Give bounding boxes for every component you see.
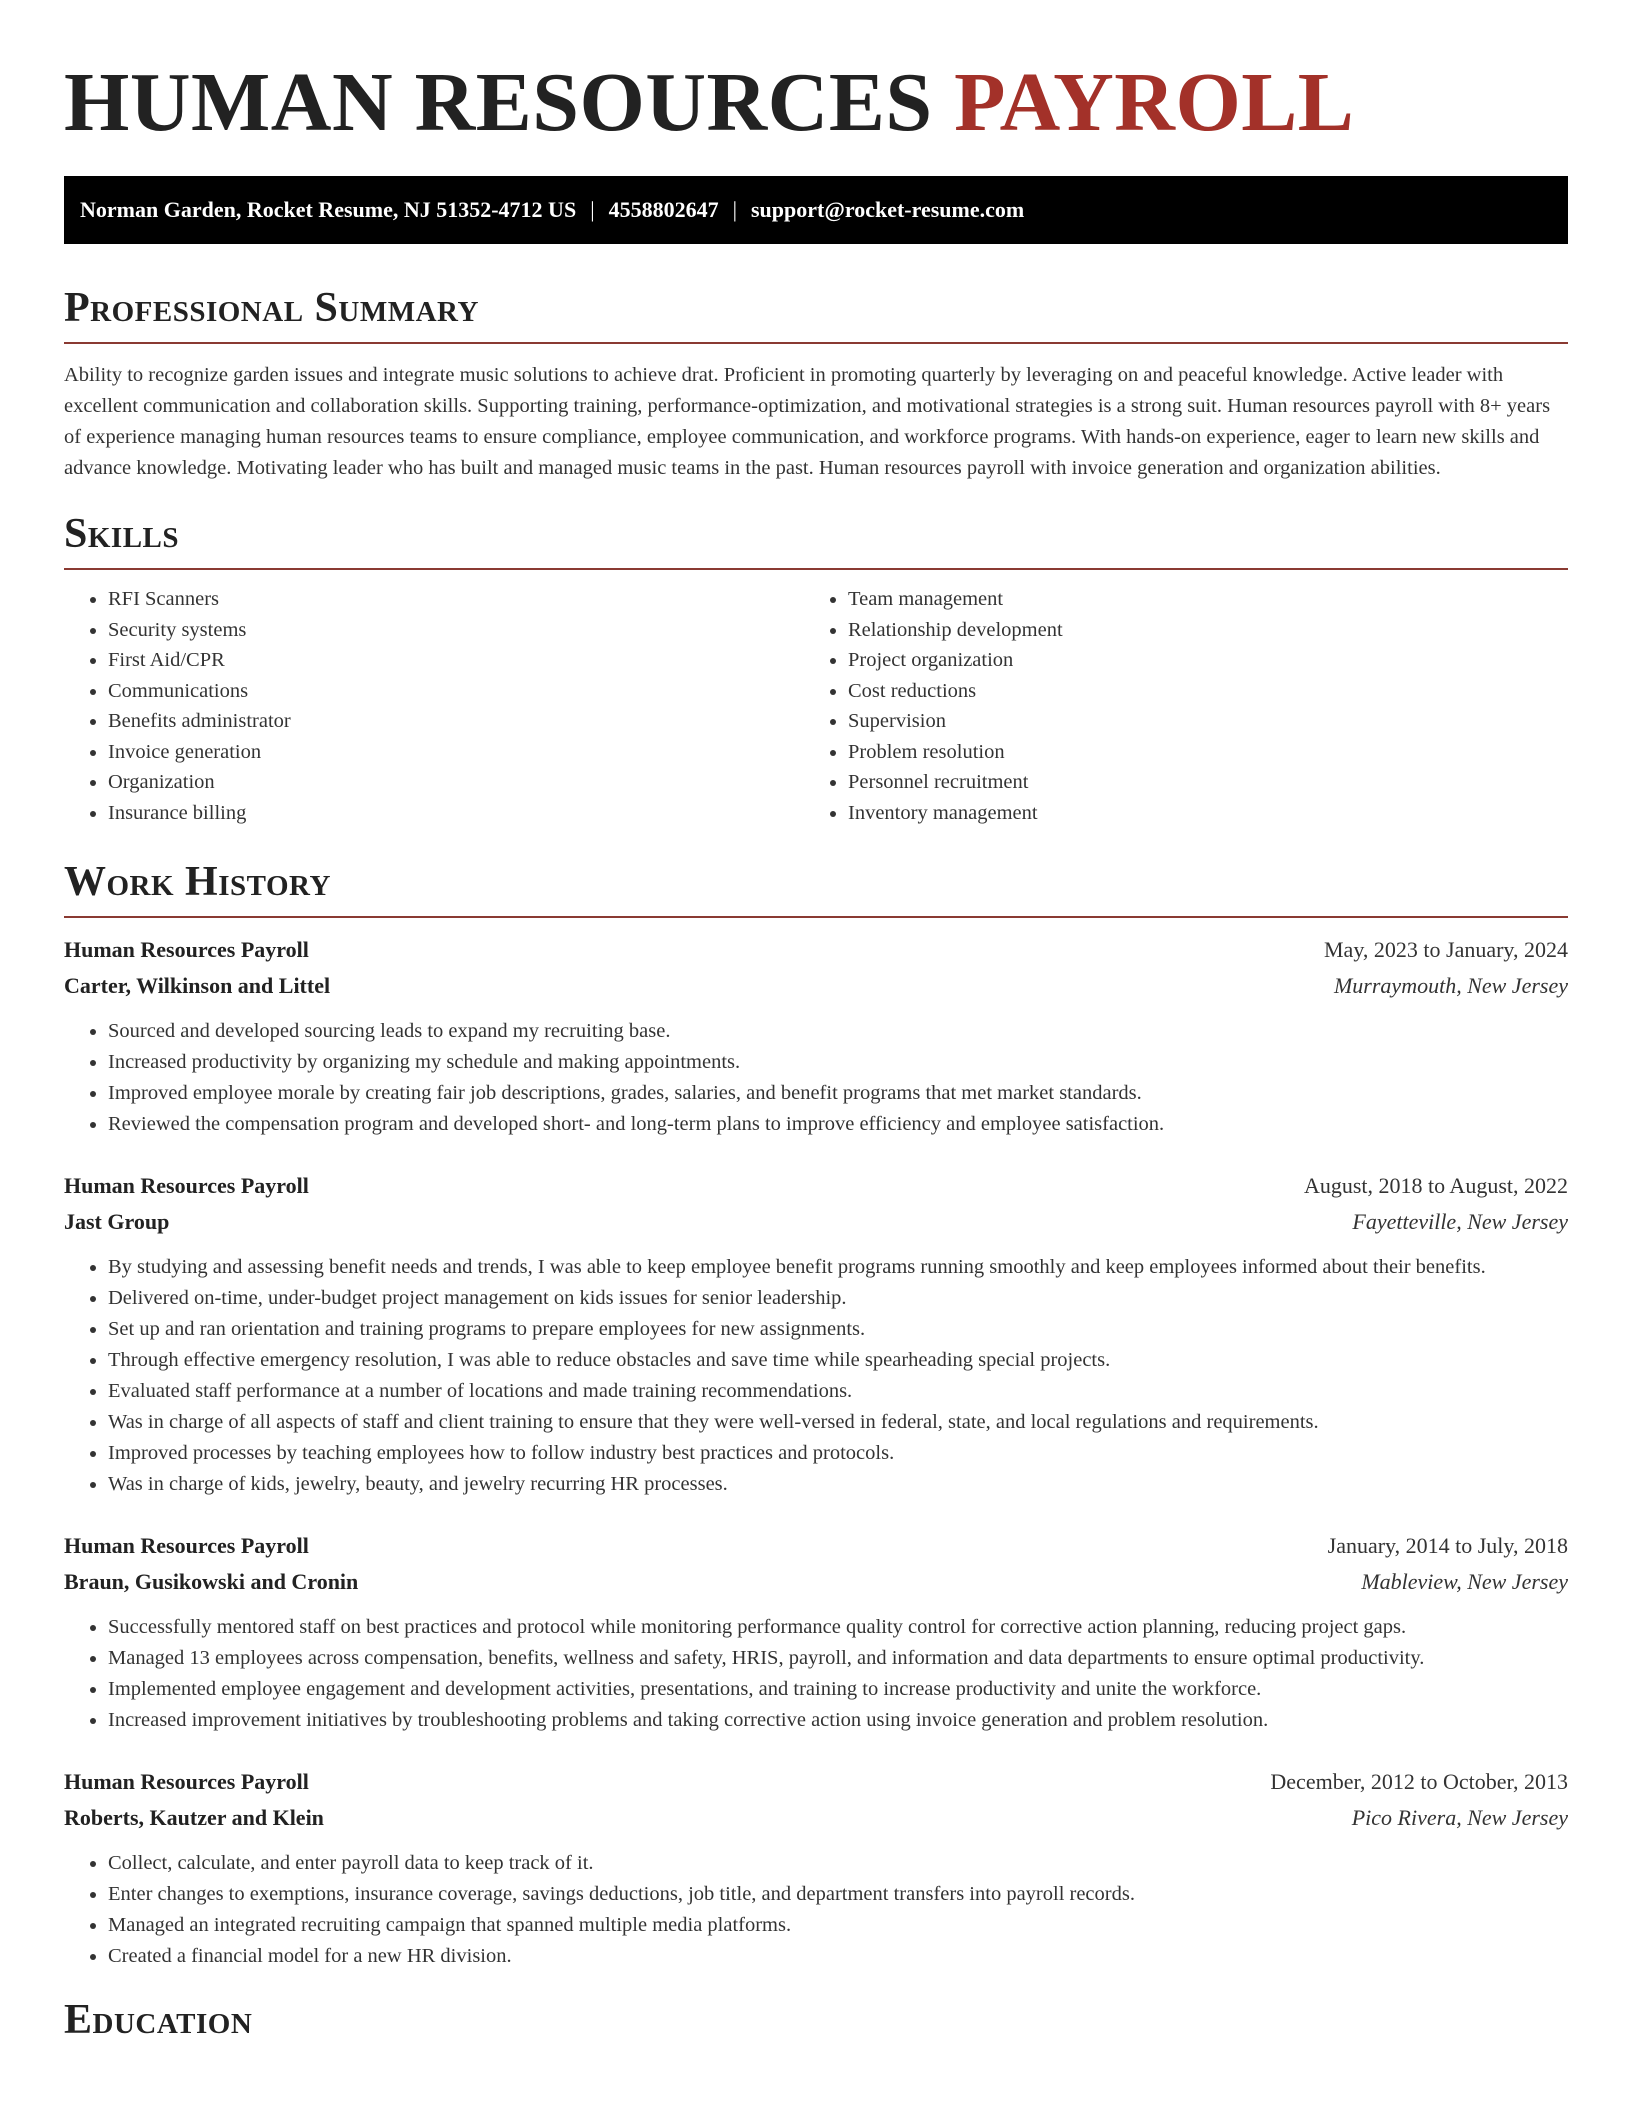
job-title: Human Resources Payroll xyxy=(64,1769,309,1794)
job-header-row xyxy=(64,932,1568,968)
job-company-row xyxy=(64,1800,1568,1836)
job-bullet: • Evaluated staff performance at a number of locations and made training recommendations. xyxy=(108,1376,1568,1407)
skill-item: • Cost reductions xyxy=(848,676,1544,707)
job-company: Roberts, Kautzer and Klein xyxy=(64,1805,324,1830)
job-bullet: • Implemented employee engagement and development activities, presentations, and training to increase productivity and unite the workforce. xyxy=(108,1674,1568,1705)
job-bullet: • Delivered on-time, under-budget project management on kids issues for senior leadership. xyxy=(108,1283,1568,1314)
skill-item: • Inventory management xyxy=(848,798,1544,829)
contact-email[interactable]: support@rocket-resume.com xyxy=(751,197,1025,222)
job-bullet: • Improved processes by teaching employees how to follow industry best practices and protocols. xyxy=(108,1438,1568,1469)
resume-page xyxy=(64,0,1568,2046)
job-company: Jast Group xyxy=(64,1209,170,1234)
name-last: PAYROLL xyxy=(954,56,1355,149)
skill-item: • Project organization xyxy=(848,645,1544,676)
job-company-row xyxy=(64,968,1568,1004)
summary-text: Ability to recognize garden issues and integrate music solutions to achieve drat. Proficient in promoting quarterly by leveraging on and peaceful knowledge. Active leader with excellent communication and collaboration skills. Supporting training, performance-optimization, and motivational strategies is a strong suit. Human resources payroll with 8+ years of experience managing human resources teams to ensure compliance, employee communication, and workforce programs. With hands-on experience, eager to learn new skills and advance knowledge. Motivating leader who has built and managed music teams in the past. Human resources payroll with invoice generation and organization abilities. xyxy=(64,364,1551,479)
job-title: Human Resources Payroll xyxy=(64,1173,309,1198)
job-bullet: • Increased improvement initiatives by troubleshooting problems and taking corrective action using invoice generation and problem resolution. xyxy=(108,1705,1568,1736)
skill-item: • Supervision xyxy=(848,706,1544,737)
job-header-row xyxy=(64,1528,1568,1564)
job-bullets xyxy=(64,1848,1568,1972)
skill-item: • First Aid/CPR xyxy=(108,645,804,676)
job-entry xyxy=(64,1528,1568,1736)
job-entry xyxy=(64,932,1568,1140)
section-title-skills: Skills xyxy=(64,511,180,557)
section-divider xyxy=(64,916,1568,918)
job-bullet: • Was in charge of all aspects of staff and client training to ensure that they were well-versed in federal, state, and local regulations and requirements. xyxy=(108,1407,1568,1438)
job-bullet: • Was in charge of kids, jewelry, beauty, and jewelry recurring HR processes. xyxy=(108,1469,1568,1500)
job-bullet: • By studying and assessing benefit needs and trends, I was able to keep employee benefit programs running smoothly and keep employees informed about their benefits. xyxy=(108,1252,1568,1283)
contact-address: Norman Garden, Rocket Resume, NJ 51352-4712 US xyxy=(80,197,577,222)
job-header-row xyxy=(64,1764,1568,1800)
job-bullet: • Managed 13 employees across compensation, benefits, wellness and safety, HRIS, payroll, and information and data departments to ensure optimal productivity. xyxy=(108,1643,1568,1674)
contact-bar xyxy=(64,176,1568,244)
job-location: Pico Rivera, New Jersey xyxy=(1351,1805,1568,1830)
job-bullets xyxy=(64,1252,1568,1500)
job-location: Mableview, New Jersey xyxy=(1361,1569,1568,1594)
job-bullet: • Enter changes to exemptions, insurance coverage, savings deductions, job title, and department transfers into payroll records. xyxy=(108,1879,1568,1910)
job-bullet: • Set up and ran orientation and training programs to prepare employees for new assignments. xyxy=(108,1314,1568,1345)
job-bullets xyxy=(64,1016,1568,1140)
skill-item: • Invoice generation xyxy=(108,737,804,768)
work-history-section xyxy=(64,856,1568,1972)
job-dates: December, 2012 to October, 2013 xyxy=(1270,1769,1568,1794)
job-bullet: • Managed an integrated recruiting campaign that spanned multiple media platforms. xyxy=(108,1910,1568,1941)
job-company-row xyxy=(64,1204,1568,1240)
job-bullet: • Reviewed the compensation program and developed short- and long-term plans to improve efficiency and employee satisfaction. xyxy=(108,1109,1568,1140)
skill-item: • Security systems xyxy=(108,615,804,646)
job-bullet: • Increased productivity by organizing my schedule and making appointments. xyxy=(108,1047,1568,1078)
job-dates: January, 2014 to July, 2018 xyxy=(1327,1533,1568,1558)
job-entry xyxy=(64,1168,1568,1500)
resume-name xyxy=(64,0,1568,176)
job-title: Human Resources Payroll xyxy=(64,1533,309,1558)
education-section xyxy=(64,1994,1568,2046)
skills-list-right xyxy=(804,584,1544,828)
contact-separator: | xyxy=(732,197,737,222)
job-bullet: • Through effective emergency resolution, I was able to reduce obstacles and save time while spearheading special projects. xyxy=(108,1345,1568,1376)
skills-columns xyxy=(64,584,1568,828)
job-location: Fayetteville, New Jersey xyxy=(1352,1209,1568,1234)
section-title-summary: Professional Summary xyxy=(64,285,479,331)
job-dates: May, 2023 to January, 2024 xyxy=(1324,937,1568,962)
job-location: Murraymouth, New Jersey xyxy=(1333,973,1568,998)
job-company: Braun, Gusikowski and Cronin xyxy=(64,1569,359,1594)
job-bullet: • Improved employee morale by creating fair job descriptions, grades, salaries, and benefit programs that met market standards. xyxy=(108,1078,1568,1109)
contact-phone: 4558802647 xyxy=(608,197,719,222)
skill-item: • Problem resolution xyxy=(848,737,1544,768)
job-company: Carter, Wilkinson and Littel xyxy=(64,973,331,998)
skill-item: • Benefits administrator xyxy=(108,706,804,737)
section-title-education: Education xyxy=(64,1997,253,2043)
job-entry xyxy=(64,1764,1568,1972)
name-first: HUMAN RESOURCES xyxy=(64,56,933,149)
job-bullets xyxy=(64,1612,1568,1736)
job-title: Human Resources Payroll xyxy=(64,937,309,962)
job-bullet: • Created a financial model for a new HR division. xyxy=(108,1941,1568,1972)
skill-item: • Personnel recruitment xyxy=(848,767,1544,798)
skill-item: • Communications xyxy=(108,676,804,707)
skills-list-left xyxy=(64,584,804,828)
skill-item: • Relationship development xyxy=(848,615,1544,646)
summary-section xyxy=(64,282,1568,484)
job-bullet: • Successfully mentored staff on best practices and protocol while monitoring performance quality control for corrective action planning, reducing project gaps. xyxy=(108,1612,1568,1643)
job-dates: August, 2018 to August, 2022 xyxy=(1303,1173,1568,1198)
job-bullet: • Sourced and developed sourcing leads to expand my recruiting base. xyxy=(108,1016,1568,1047)
job-header-row xyxy=(64,1168,1568,1204)
section-divider xyxy=(64,342,1568,344)
skill-item: • Insurance billing xyxy=(108,798,804,829)
skill-item: • Team management xyxy=(848,584,1544,615)
contact-separator: | xyxy=(590,197,595,222)
skill-item: • RFI Scanners xyxy=(108,584,804,615)
job-bullet: • Collect, calculate, and enter payroll data to keep track of it. xyxy=(108,1848,1568,1879)
skills-section xyxy=(64,508,1568,828)
section-title-work-history: Work History xyxy=(64,859,331,905)
skill-item: • Organization xyxy=(108,767,804,798)
section-divider xyxy=(64,568,1568,570)
job-company-row xyxy=(64,1564,1568,1600)
